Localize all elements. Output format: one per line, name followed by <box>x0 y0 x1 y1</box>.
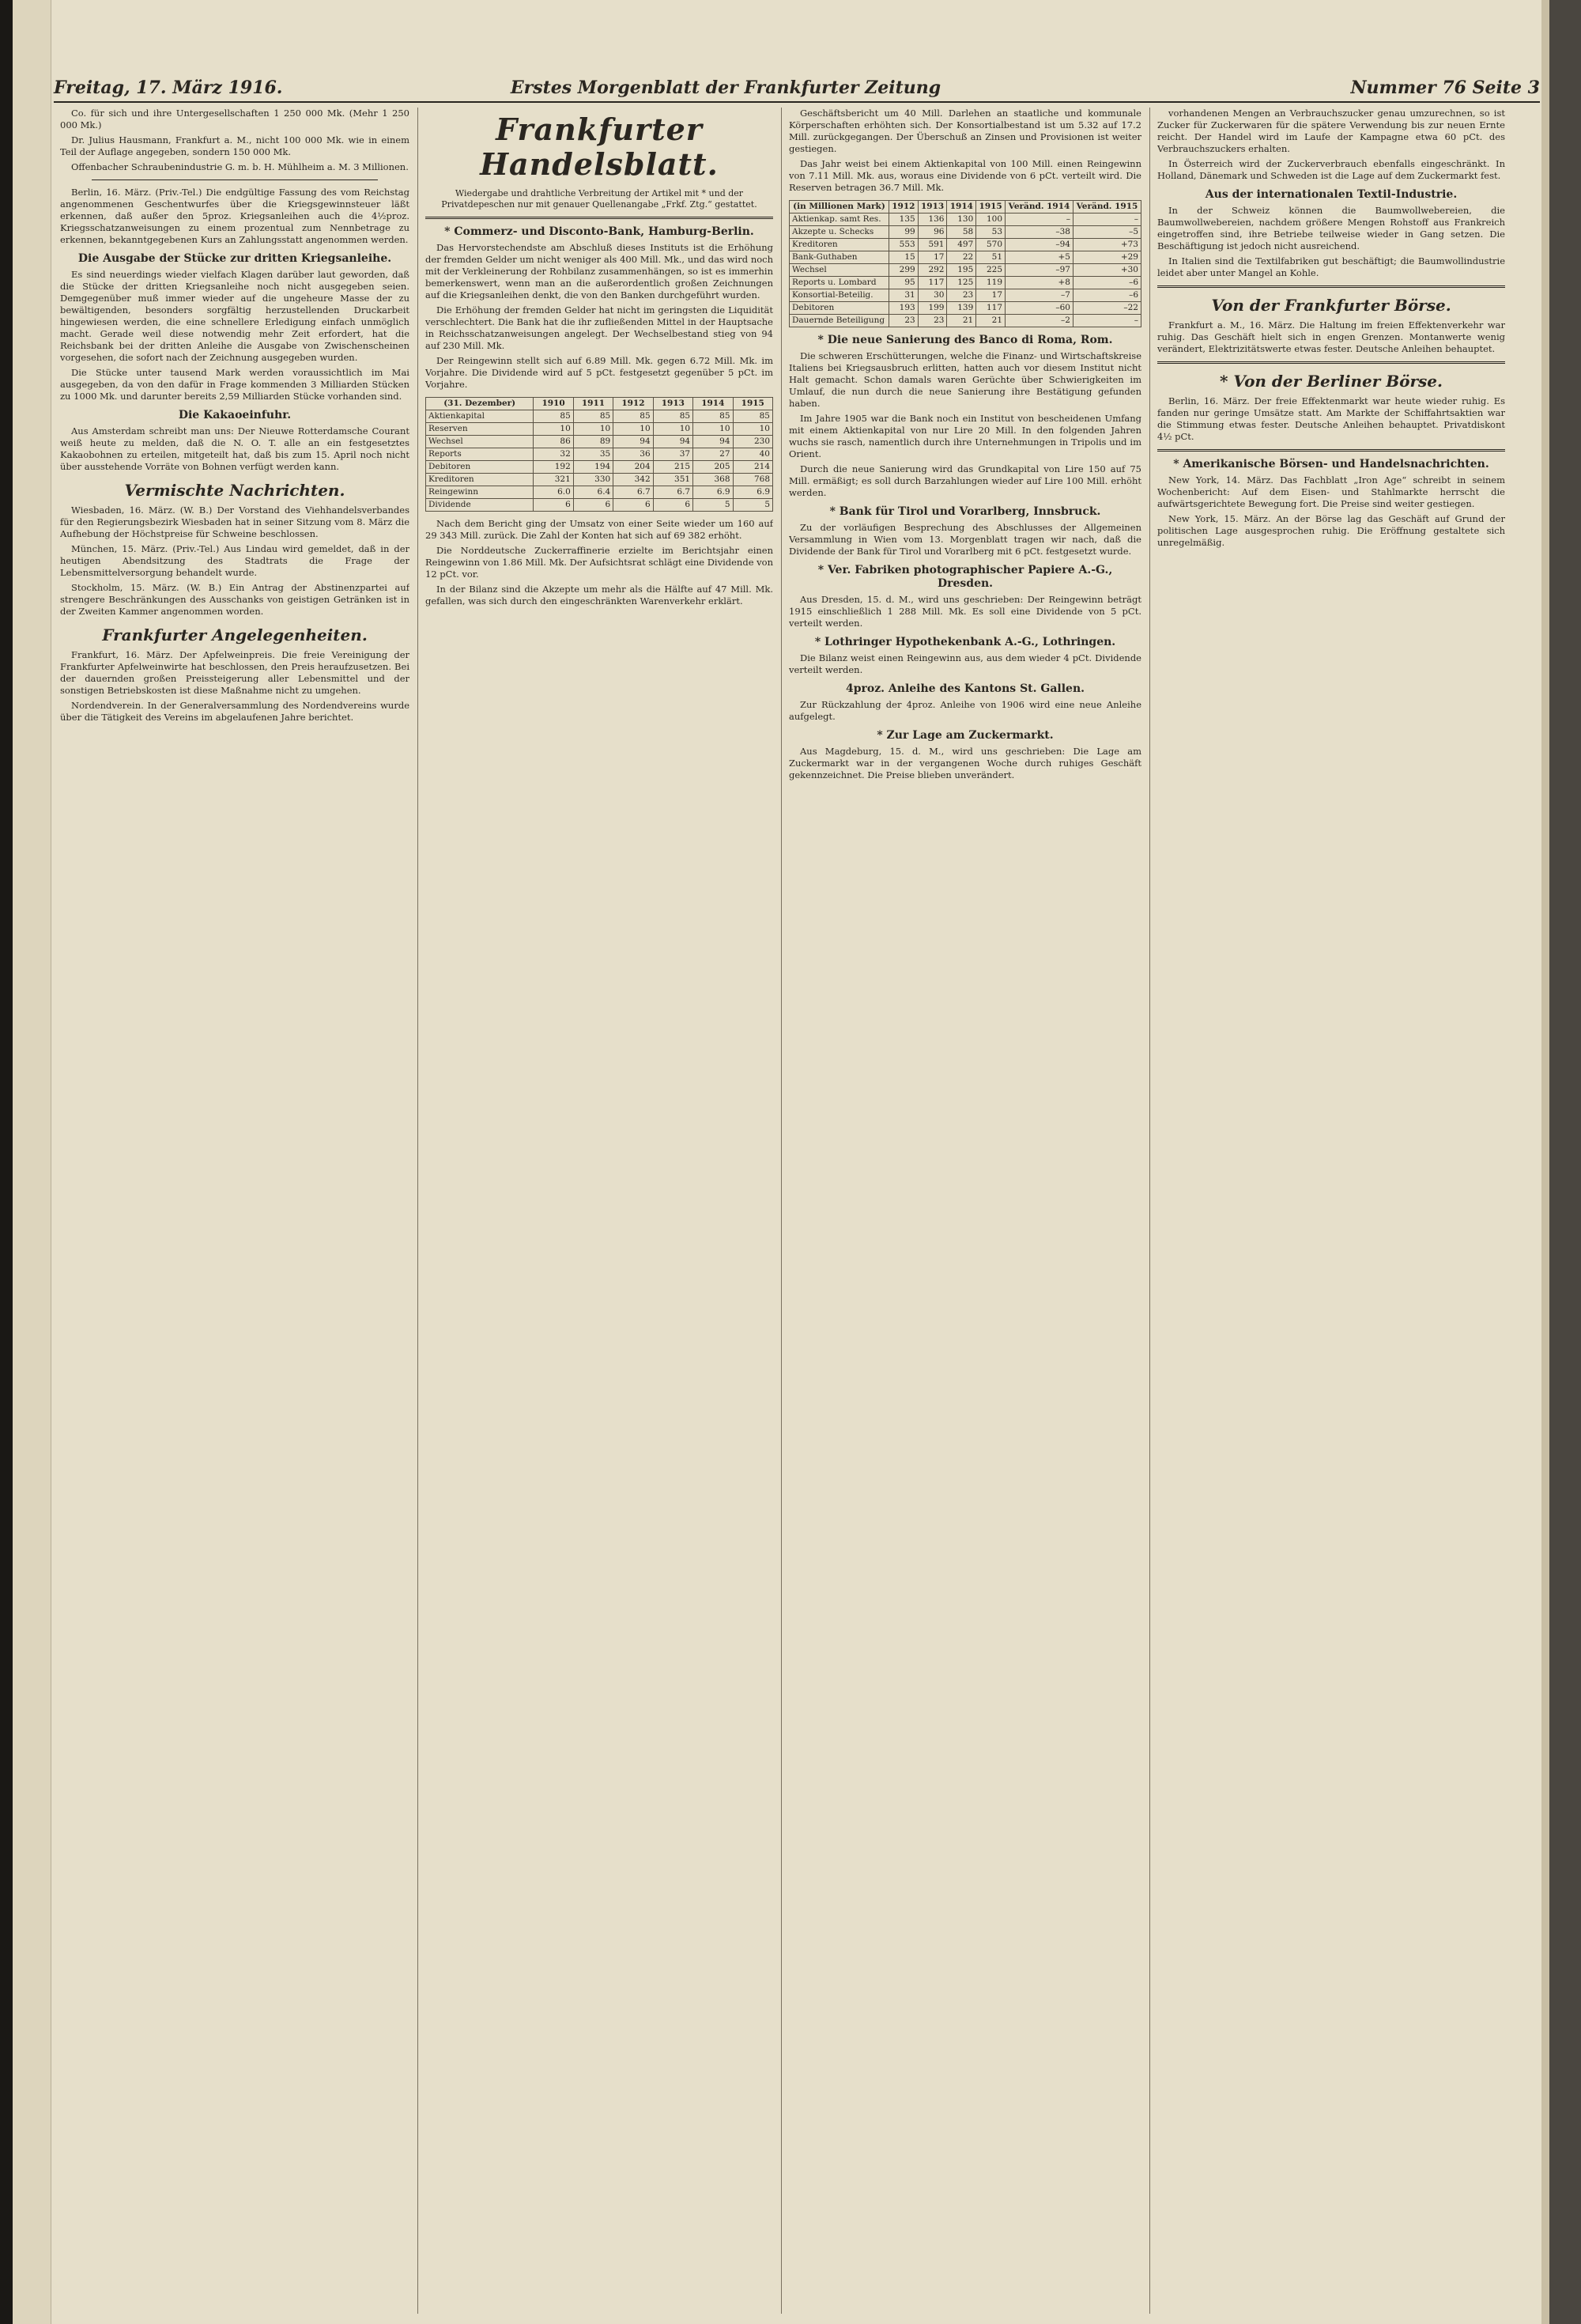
table-cell: –6 <box>1073 289 1141 302</box>
table-header: 1913 <box>918 201 947 214</box>
table-cell: Dauernde Beteiligung <box>790 315 889 327</box>
table-cell: –22 <box>1073 302 1141 315</box>
table-cell: +30 <box>1073 264 1141 277</box>
table-cell: Kreditoren <box>426 474 534 486</box>
article-text: Wiesbaden, 16. März. (W. B.) Der Vorstand des Viehhandelsverbandes für den Regierungsbezirk Wiesbaden hat in seiner Sitzung vom 8. März die Aufhebung der Höchstpreise für Schweine beschlossen. <box>60 504 409 539</box>
article-text: Das Jahr weist bei einem Aktienkapital von 100 Mill. einen Reingewinn von 7.11 Mill. Mk. aus, woraus eine Dividende von 6 pCt. verteilt wird. Die Reserven betragen 36.7 Mill. Mk. <box>789 158 1141 193</box>
table-row <box>790 214 1141 226</box>
table-cell: 192 <box>534 461 573 474</box>
table-header: 1915 <box>733 398 772 410</box>
table-cell: +73 <box>1073 239 1141 251</box>
article-heading: 4proz. Anleihe des Kantons St. Gallen. <box>845 682 1085 695</box>
table-cell: 51 <box>976 251 1006 264</box>
table-cell: 6.4 <box>573 486 613 499</box>
table-cell: 27 <box>693 448 733 461</box>
table-cell: 100 <box>976 214 1006 226</box>
table-header: Veränd. 1915 <box>1073 201 1141 214</box>
table-cell: –2 <box>1006 315 1073 327</box>
table-cell: 95 <box>889 277 918 289</box>
table-cell: 15 <box>889 251 918 264</box>
table-cell: 35 <box>573 448 613 461</box>
table-cell: 86 <box>534 436 573 448</box>
table-header: Veränd. 1914 <box>1006 201 1073 214</box>
article-text: In der Schweiz können die Baumwollwebereien, die Baumwollwebereien, nachdem größere Mengen Rohstoff aus Frankreich eingetroffen sind, ihre Betriebe teilweise wieder in Gang setzen. Die Beschäftigung ist jedoch nicht ausreichend. <box>1157 205 1505 251</box>
table-cell: 23 <box>918 315 947 327</box>
article-text: Berlin, 16. März. (Priv.-Tel.) Die endgültige Fassung des vom Reichstag angenommenen Geschentwurfes über die Kriegsgewinnsteuer läßt erkennen, daß außer den 5proz. Kriegsanleihen auch die 4½proz. Kriegsschatzanweisungen zu einem prozentual zum Nennbetrage zu erkennen, bekanntgegebenen Kurs an Zahlungsstatt angenommen werden. <box>60 187 409 245</box>
article-text: Das Hervorstechendste am Abschluß dieses Instituts ist die Erhöhung der fremden Gelder um nicht weniger als 400 Mill. Mk., und das wird noch mit der Verkleinerung der Rohbilanz zusammenhängen, so ist es immerhin bemerkenswert, wenn man an die außerordentlich großen Zeichnungen auf die Kriegsanleihen denkt, die von den Banken durchgeführt wurden. <box>425 242 773 300</box>
article-text: Zur Rückzahlung der 4proz. Anleihe von 1906 wird eine neue Anleihe aufgelegt. <box>789 699 1141 722</box>
article-text: Der Reingewinn stellt sich auf 6.89 Mill. Mk. gegen 6.72 Mill. Mk. im Vorjahre. Die Dividende wird auf 5 pCt. festgesetzt gegenüber 5 pCt. im Vorjahre. <box>425 355 773 390</box>
separator <box>1157 285 1505 288</box>
table-cell: 31 <box>889 289 918 302</box>
table-cell: 85 <box>613 410 653 423</box>
article-heading: * Lothringer Hypothekenbank A.-G., Lothringen. <box>814 636 1116 648</box>
table-row <box>426 461 773 474</box>
table-cell: 23 <box>889 315 918 327</box>
article-text: Stockholm, 15. März. (W. B.) Ein Antrag der Abstinenzpartei auf strengere Beschränkungen des Ausschanks von geistigen Getränken ist in der Zweiten Kammer angenommen worden. <box>60 582 409 617</box>
table-row <box>790 277 1141 289</box>
table-cell: 214 <box>733 461 772 474</box>
column-divider <box>1149 108 1150 2314</box>
table-cell: 119 <box>976 277 1006 289</box>
table-cell: 194 <box>573 461 613 474</box>
table-cell: 10 <box>534 423 573 436</box>
table-cell: Dividende <box>426 499 534 512</box>
table-cell: 99 <box>889 226 918 239</box>
table-cell: 130 <box>947 214 976 226</box>
commerzbank-table <box>425 397 773 512</box>
table-cell: 10 <box>573 423 613 436</box>
article-heading: Die Kakaoeinfuhr. <box>178 409 292 421</box>
table-cell: 85 <box>733 410 772 423</box>
table-cell: 5 <box>733 499 772 512</box>
masthead-notice: Wiedergabe und drahtliche Verbreitung der Artikel mit * und der Privatdepeschen nur mit genauer Quellenangabe „Frkf. Ztg.“ gestattet. <box>441 188 757 210</box>
article-text: Im Jahre 1905 war die Bank noch ein Institut von bescheidenen Umfang mit einem Aktienkapital von nur Lire 20 Mill. In den folgenden Jahren wuchs sie rasch, namentlich durch ihre Unternehmungen in Tripolis und im Orient. <box>789 413 1141 459</box>
page-header <box>54 74 1540 100</box>
table-row <box>426 423 773 436</box>
table-row <box>790 302 1141 315</box>
article-text: Aus Magdeburg, 15. d. M., wird uns geschrieben: Die Lage am Zuckermarkt war in der vergangenen Woche durch ruhiges Geschäft gekennzeichnet. Die Preise blieben unverändert. <box>789 746 1141 780</box>
table-cell: 85 <box>653 410 692 423</box>
table-row <box>426 448 773 461</box>
column-1 <box>60 108 409 2314</box>
table-cell: 10 <box>733 423 772 436</box>
table-cell: 768 <box>733 474 772 486</box>
table-cell: 6.0 <box>534 486 573 499</box>
table-cell: Reports <box>426 448 534 461</box>
table-cell: +8 <box>1006 277 1073 289</box>
table-row <box>790 315 1141 327</box>
table-cell: Wechsel <box>426 436 534 448</box>
table-cell: 96 <box>918 226 947 239</box>
table-cell: – <box>1006 214 1073 226</box>
table-header: 1914 <box>947 201 976 214</box>
scan-gutter-right <box>1549 0 1581 2324</box>
table-header: (in Millionen Mark) <box>790 201 889 214</box>
section-heading: * Von der Berliner Börse. <box>1219 372 1443 391</box>
table-row <box>426 474 773 486</box>
table-header: 1912 <box>889 201 918 214</box>
separator <box>425 217 773 219</box>
table-cell: 85 <box>573 410 613 423</box>
article-text: Aus Dresden, 15. d. M., wird uns geschrieben: Der Reingewinn beträgt 1915 einschließlich 1 288 Mill. Mk. Es soll eine Dividende von 5 pCt. verteilt werden. <box>789 594 1141 629</box>
table-cell: –60 <box>1006 302 1073 315</box>
table-header: 1911 <box>573 398 613 410</box>
table-cell: –38 <box>1006 226 1073 239</box>
scan-gutter-left <box>0 0 13 2324</box>
article-heading: * Zur Lage am Zuckermarkt. <box>877 729 1054 742</box>
table-cell: 342 <box>613 474 653 486</box>
article-text: Co. für sich und ihre Untergesellschaften 1 250 000 Mk. (Mehr 1 250 000 Mk.) <box>60 108 409 130</box>
table-cell: –97 <box>1006 264 1073 277</box>
table-cell: 299 <box>889 264 918 277</box>
article-text: Die Norddeutsche Zuckerraffinerie erzielte im Berichtsjahr einen Reingewinn von 1.86 Mill. Mk. Der Aufsichtsrat schlägt eine Dividende von 12 pCt. vor. <box>425 545 773 580</box>
table-cell: 6 <box>573 499 613 512</box>
table-cell: – <box>1073 315 1141 327</box>
column-4 <box>1157 108 1505 2314</box>
column-divider <box>781 108 782 2314</box>
article-heading: * Commerz- und Disconto-Bank, Hamburg-Berlin. <box>444 225 754 238</box>
separator <box>92 179 378 180</box>
table-cell: 6.9 <box>733 486 772 499</box>
table-cell: Wechsel <box>790 264 889 277</box>
table-cell: 6.7 <box>613 486 653 499</box>
article-text: Die Bilanz weist einen Reingewinn aus, aus dem wieder 4 pCt. Dividende verteilt werden. <box>789 652 1141 675</box>
table-cell: 21 <box>976 315 1006 327</box>
table-cell: 368 <box>693 474 733 486</box>
separator <box>1157 449 1505 452</box>
header-edition: Erstes Morgenblatt der Frankfurter Zeitung <box>510 77 941 98</box>
table-cell: –5 <box>1073 226 1141 239</box>
table-cell: 497 <box>947 239 976 251</box>
column-divider <box>417 108 418 2314</box>
article-heading: Die Ausgabe der Stücke zur dritten Kriegsanleihe. <box>77 252 392 265</box>
table-cell: 135 <box>889 214 918 226</box>
table-cell: 94 <box>653 436 692 448</box>
section-heading: Von der Frankfurter Börse. <box>1211 296 1451 315</box>
table-cell: 225 <box>976 264 1006 277</box>
table-cell: 204 <box>613 461 653 474</box>
table-cell: 125 <box>947 277 976 289</box>
table-cell: 89 <box>573 436 613 448</box>
table-cell: Reserven <box>426 423 534 436</box>
table-cell: 40 <box>733 448 772 461</box>
article-text: Zu der vorläufigen Besprechung des Abschlusses der Allgemeinen Versammlung in Wien vom 13. Morgenblatt tragen wir nach, daß die Dividende der Bank für Tirol und Vorarlberg mit 6 pCt. festgesetzt wurde. <box>789 522 1141 557</box>
table-cell: 94 <box>613 436 653 448</box>
article-text: Die schweren Erschütterungen, welche die Finanz- und Wirtschaftskreise Italiens bei Kriegsausbruch erlitten, hatten auch vor diesem Institut nicht Halt gemacht. Schon damals waren Gerüchte über Schwierigkeiten im Umlauf, die nun durch die neue Sanierung ihre Bestätigung gefunden haben. <box>789 350 1141 409</box>
separator <box>1157 361 1505 364</box>
table-row <box>790 239 1141 251</box>
table-cell: 36 <box>613 448 653 461</box>
table-header: 1915 <box>976 201 1006 214</box>
article-heading: Aus der internationalen Textil-Industrie. <box>1205 188 1458 201</box>
table-cell: 21 <box>947 315 976 327</box>
table-cell: 139 <box>947 302 976 315</box>
table-header: 1912 <box>613 398 653 410</box>
table-cell: 6 <box>653 499 692 512</box>
table-cell: Aktienkapital <box>426 410 534 423</box>
table-cell: 10 <box>653 423 692 436</box>
header-rule <box>54 101 1540 103</box>
table-cell: 17 <box>918 251 947 264</box>
article-text: Frankfurt, 16. März. Der Apfelweinpreis. Die freie Vereinigung der Frankfurter Apfelweinwirte hat beschlossen, den Preis heraufzusetzen. Bei der dauernden großen Preissteigerung aller Lebensmittel und der sonstigen Betriebskosten ist diese Maßnahme nicht zu umgehen. <box>60 649 409 696</box>
bank-balance-table <box>789 200 1141 327</box>
article-text: In Österreich wird der Zuckerverbrauch ebenfalls eingeschränkt. In Holland, Dänemark und Schweden ist die Lage auf dem Zuckermarkt fest. <box>1157 158 1505 181</box>
newspaper-page <box>13 0 1549 2324</box>
table-cell: –94 <box>1006 239 1073 251</box>
facing-page-edge <box>13 0 51 2324</box>
table-cell: 117 <box>918 277 947 289</box>
table-cell: 94 <box>693 436 733 448</box>
article-text: Geschäftsbericht um 40 Mill. Darlehen an staatliche und kommunale Körperschaften erhöhten sich. Der Konsortialbestand ist um 5.32 auf 17.2 Mill. zurückgegangen. Der Überschuß an Zinsen und Provisionen ist weiter gestiegen. <box>789 108 1141 154</box>
table-cell: 591 <box>918 239 947 251</box>
article-heading: * Amerikanische Börsen- und Handelsnachrichten. <box>1173 458 1489 470</box>
table-cell: 17 <box>976 289 1006 302</box>
article-text: In der Bilanz sind die Akzepte um mehr als die Hälfte auf 47 Mill. Mk. gefallen, was sich durch den eingeschränkten Warenverkehr erklärt. <box>425 584 773 607</box>
article-text: Durch die neue Sanierung wird das Grundkapital von Lire 150 auf 75 Mill. ermäßigt; es soll durch Barzahlungen wieder auf Lire 100 Mill. erhöht werden. <box>789 463 1141 498</box>
table-row <box>426 436 773 448</box>
table-cell: 6.9 <box>693 486 733 499</box>
table-cell: 5 <box>693 499 733 512</box>
table-cell: 23 <box>947 289 976 302</box>
table-cell: 85 <box>534 410 573 423</box>
article-text: vorhandenen Mengen an Verbrauchszucker genau umzurechnen, so ist Zucker für Zuckerwaren für die spätere Verwendung bis zur neuen Ernte reicht. Der Handel wird im Laufe der Kampagne etwa 60 pCt. des Verbrauchszuckers erhalten. <box>1157 108 1505 154</box>
table-row <box>426 499 773 512</box>
table-cell: Konsortial-Beteilig. <box>790 289 889 302</box>
table-cell: 292 <box>918 264 947 277</box>
article-text: Nach dem Bericht ging der Umsatz von einer Seite wieder um 160 auf 29 343 Mill. zurück. Die Zahl der Konten hat sich auf 69 382 erhöht. <box>425 518 773 541</box>
section-heading: Vermischte Nachrichten. <box>124 481 345 500</box>
table-cell: 330 <box>573 474 613 486</box>
table-cell: 6 <box>534 499 573 512</box>
table-cell: 6.7 <box>653 486 692 499</box>
table-cell: 30 <box>918 289 947 302</box>
table-cell: –6 <box>1073 277 1141 289</box>
article-heading: * Ver. Fabriken photographischer Papiere A.-G., Dresden. <box>817 564 1113 590</box>
table-cell: 321 <box>534 474 573 486</box>
column-2 <box>425 108 773 2314</box>
article-text: München, 15. März. (Priv.-Tel.) Aus Lindau wird gemeldet, daß in der heutigen Abendsitzung des Stadtrats die Frage der Lebensmittelversorgung behandelt wurde. <box>60 543 409 578</box>
table-cell: 351 <box>653 474 692 486</box>
table-cell: 85 <box>693 410 733 423</box>
table-cell: 32 <box>534 448 573 461</box>
table-cell: Reports u. Lombard <box>790 277 889 289</box>
handelsblatt-masthead: Frankfurter Handelsblatt. <box>480 111 719 182</box>
page-edge <box>1541 0 1549 2324</box>
article-heading: * Die neue Sanierung des Banco di Roma, Rom. <box>817 334 1113 346</box>
table-row <box>790 264 1141 277</box>
table-cell: 553 <box>889 239 918 251</box>
header-page-number: Nummer 76 Seite 3 <box>1350 77 1540 98</box>
table-row <box>790 251 1141 264</box>
table-cell: 570 <box>976 239 1006 251</box>
table-cell: 205 <box>693 461 733 474</box>
section-heading: Frankfurter Angelegenheiten. <box>102 625 368 644</box>
article-text: In Italien sind die Textilfabriken gut beschäftigt; die Baumwollindustrie leidet aber unter Mangel an Kohle. <box>1157 255 1505 278</box>
article-text: Frankfurt a. M., 16. März. Die Haltung im freien Effektenverkehr war ruhig. Das Geschäft hielt sich in engen Grenzen. Montanwerte wenig verändert, Elektrizitätswerte etwas fester. Deutsche Anleihen behauptet. <box>1157 319 1505 354</box>
table-cell: 10 <box>693 423 733 436</box>
article-text: Nordendverein. In der Generalversammlung des Nordendvereins wurde über die Tätigkeit des Vereins im abgelaufenen Jahre berichtet. <box>60 700 409 723</box>
table-cell: Aktienkap. samt Res. <box>790 214 889 226</box>
table-cell: 195 <box>947 264 976 277</box>
table-row <box>426 410 773 423</box>
table-cell: 199 <box>918 302 947 315</box>
table-cell: 53 <box>976 226 1006 239</box>
article-text: Dr. Julius Hausmann, Frankfurt a. M., nicht 100 000 Mk. wie in einem Teil der Auflage angegeben, sondern 150 000 Mk. <box>60 134 409 157</box>
table-cell: –7 <box>1006 289 1073 302</box>
table-cell: Debitoren <box>790 302 889 315</box>
article-text: Die Stücke unter tausend Mark werden voraussichtlich im Mai ausgegeben, da von den dafür in Frage kommenden 3 Milliarden Stücken zu 1000 Mk. und darunter bereits 2,59 Milliarden Stücke vorhanden sind. <box>60 367 409 402</box>
table-cell: Akzepte u. Schecks <box>790 226 889 239</box>
table-cell: Debitoren <box>426 461 534 474</box>
table-cell: 37 <box>653 448 692 461</box>
table-header: (31. Dezember) <box>426 398 534 410</box>
article-text: New York, 15. März. An der Börse lag das Geschäft auf Grund der politischen Lage ausgesprochen ruhig. Die Eröffnung gestaltete sich unregelmäßig. <box>1157 513 1505 548</box>
article-text: Berlin, 16. März. Der freie Effektenmarkt war heute wieder ruhig. Es fanden nur geringe Umsätze statt. Am Markte der Schiffahrtsaktien war die Stimmung etwas fester. Deutsche Anleihen behauptet. Privatdiskont 4½ pCt. <box>1157 395 1505 442</box>
table-cell: 10 <box>613 423 653 436</box>
article-text: Es sind neuerdings wieder vielfach Klagen darüber laut geworden, daß die Stücke der dritten Kriegsanleihe noch nicht ausgegeben seien. Demgegenüber muß immer wieder auf die ungeheure Masse der zu bewältigenden, besonders sorgfältig herzustellenden Druckarbeit hingewiesen werden, die eine schnellere Erledigung einfach unmöglich macht. Gerade weil diese notwendig mehr Zeit erfordert, hat die Reichsbank bei der dritten Anleihe die Ausgabe von Zwischenscheinen vorgesehen, die sofort nach der Zeichnung ausgegeben wurden. <box>60 269 409 363</box>
table-cell: 22 <box>947 251 976 264</box>
table-cell: +29 <box>1073 251 1141 264</box>
table-cell: 117 <box>976 302 1006 315</box>
table-cell: 58 <box>947 226 976 239</box>
article-text: New York, 14. März. Das Fachblatt „Iron Age“ schreibt in seinem Wochenbericht: Auf dem Eisen- und Stahlmarkte herrscht die aufwärtsgerichtete Bewegung fort. Die Preise sind weiter gestiegen. <box>1157 474 1505 509</box>
table-cell: 230 <box>733 436 772 448</box>
article-heading: * Bank für Tirol und Vorarlberg, Innsbruck. <box>829 505 1101 518</box>
table-cell: +5 <box>1006 251 1073 264</box>
header-date: Freitag, 17. März 1916. <box>54 77 283 98</box>
table-cell: Reingewinn <box>426 486 534 499</box>
table-cell: 136 <box>918 214 947 226</box>
column-3 <box>789 108 1141 2314</box>
article-text: Die Erhöhung der fremden Gelder hat nicht im geringsten die Liquidität verschlechtert. Die Bank hat die ihr zufließenden Mittel in der Hauptsache in Reichsschatzanweisungen angelegt. Der Wechselbestand stieg von 94 auf 230 Mill. Mk. <box>425 304 773 351</box>
table-cell: Bank-Guthaben <box>790 251 889 264</box>
table-row <box>790 226 1141 239</box>
table-cell: 6 <box>613 499 653 512</box>
table-header: 1914 <box>693 398 733 410</box>
table-row <box>790 289 1141 302</box>
table-cell: – <box>1073 214 1141 226</box>
table-header: 1910 <box>534 398 573 410</box>
table-header: 1913 <box>653 398 692 410</box>
table-cell: Kreditoren <box>790 239 889 251</box>
article-text: Aus Amsterdam schreibt man uns: Der Nieuwe Rotterdamsche Courant weiß heute zu melden, daß die N. O. T. alle an ein festgesetztes Kakaobohnen zu erteilen, mitgeteilt hat, daß bis zum 15. April noch nicht über ausstehende Vorräte von Bohnen verfügt werden kann. <box>60 425 409 472</box>
table-cell: 215 <box>653 461 692 474</box>
table-cell: 193 <box>889 302 918 315</box>
article-text: Offenbacher Schraubenindustrie G. m. b. H. Mühlheim a. M. 3 Millionen. <box>71 161 409 172</box>
table-row <box>426 486 773 499</box>
